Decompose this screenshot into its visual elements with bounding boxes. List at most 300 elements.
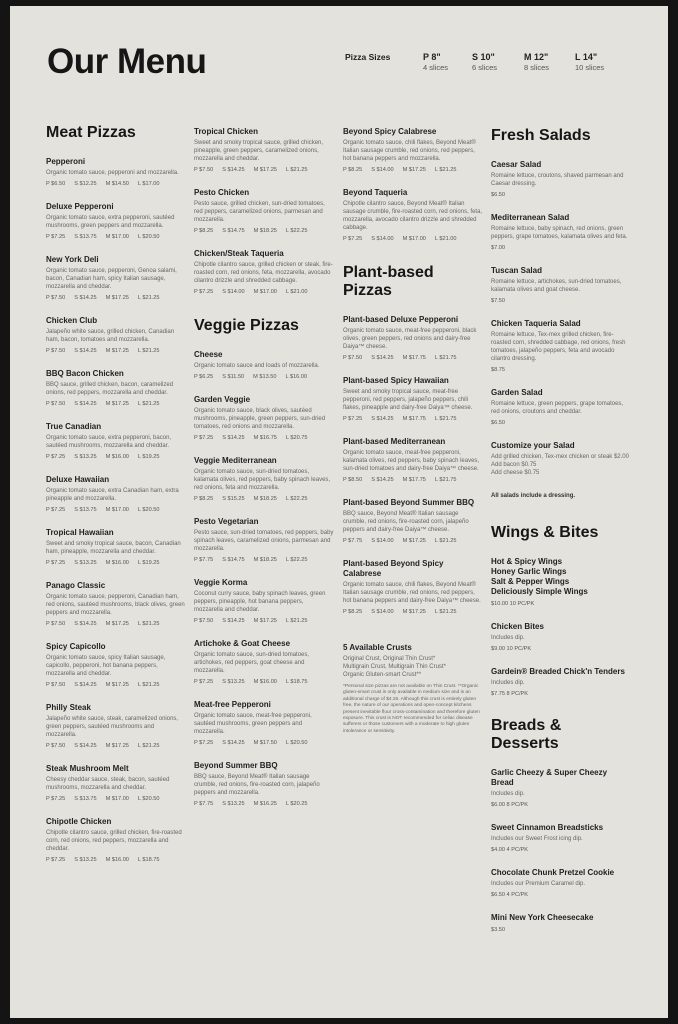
size-price: S $15.25 <box>222 496 245 502</box>
item-prices: $6.00 8 PC/PK <box>491 802 529 808</box>
menu-item <box>46 528 186 566</box>
size-price: L $16.00 <box>285 374 308 380</box>
size-price: L $20.50 <box>137 796 160 802</box>
size-name: L 14" <box>575 52 598 62</box>
item-prices <box>194 496 334 502</box>
menu-poster <box>10 6 668 1018</box>
section-heading-fresh-salads: Fresh Salads <box>491 127 591 144</box>
size-price: M $17.25 <box>105 682 129 688</box>
item-description: Includes our Sweet Frost icing dip. <box>491 836 583 842</box>
size-price: M $16.00 <box>253 679 277 685</box>
size-price: S $14.00 <box>371 609 394 615</box>
item-description: Romaine lettuce, Tex-mex grilled chicken, fire-roasted corn, shredded cabbage, red onions, fresh tomatoes, jalapeño peppers, feta and avocado cilantro dressing. <box>491 332 626 362</box>
size-price: S $13.25 <box>222 679 245 685</box>
size-price: S $13.75 <box>74 234 97 240</box>
size-price: P $7.50 <box>46 295 66 301</box>
item-description: Romaine lettuce, baby spinach, red onions, green peppers, grape tomatoes, kalamata olives and feta. <box>491 226 628 240</box>
item-name: True Canadian <box>46 422 102 431</box>
item-prices: $7.75 8 PC/PK <box>491 691 529 697</box>
menu-item <box>46 316 186 354</box>
column-4 <box>491 127 631 948</box>
size-price: L $21.00 <box>434 236 457 242</box>
size-large <box>575 52 625 73</box>
size-price: M $17.25 <box>105 348 129 354</box>
size-price: M $17.25 <box>402 167 426 173</box>
size-price: M $18.25 <box>253 228 277 234</box>
section-heading-breads-desserts: Breads & Desserts <box>491 717 562 752</box>
item-description: Organic tomato sauce, pepperoni, Genoa salami, bacon, Canadian ham, spicy Italian sausage, mozzarella and cheddar. <box>46 268 177 290</box>
crusts-heading: 5 Available Crusts <box>343 643 412 652</box>
size-price: S $14.00 <box>371 538 394 544</box>
item-description: Organic tomato sauce, sun-dried tomatoes, kalamata olives, red peppers, baby spinach leaves, red onions, feta and mozzarella. <box>194 469 331 491</box>
size-price: L $21.25 <box>137 743 160 749</box>
menu-item <box>343 559 483 615</box>
customize-salad <box>491 441 631 477</box>
size-price: S $14.00 <box>371 167 394 173</box>
item-name: Plant-based Mediterranean <box>343 437 446 446</box>
size-price: L $22.25 <box>285 557 308 563</box>
size-price: P $7.25 <box>343 416 363 422</box>
item-description: Cheesy cheddar sauce, steak, bacon, sautéed mushrooms, mozzarella and cheddar. <box>46 777 170 791</box>
item-name: Beyond Spicy Calabrese <box>343 127 437 136</box>
item-prices <box>46 796 186 802</box>
item-description: Add grilled chicken, Tex-mex chicken or steak $2.00 <box>491 454 629 460</box>
size-price: L $22.25 <box>285 496 308 502</box>
menu-item <box>194 761 334 807</box>
size-name: M 12" <box>524 52 549 62</box>
veggie-pizza-list-continued <box>343 127 483 242</box>
menu-item <box>194 639 334 685</box>
size-price: S $14.25 <box>222 167 245 173</box>
item-name: Sweet Cinnamon Breadsticks <box>491 823 604 832</box>
wing-name: Deliciously Simple Wings <box>491 587 588 596</box>
item-prices: $9.00 10 PC/PK <box>491 646 532 652</box>
item-name: Chicken Club <box>46 316 98 325</box>
menu-item <box>343 188 483 242</box>
item-description: Romaine lettuce, croutons, shaved parmesan and Caesar dressing. <box>491 173 624 187</box>
size-price: L $21.25 <box>137 348 160 354</box>
size-price: P $7.25 <box>194 679 214 685</box>
item-name: Tropical Hawaiian <box>46 528 114 537</box>
size-price: M $17.25 <box>105 743 129 749</box>
size-price: P $8.25 <box>194 496 214 502</box>
item-prices <box>46 560 186 566</box>
item-prices <box>46 682 186 688</box>
size-price: S $14.00 <box>371 236 394 242</box>
meat-pizza-list-continued <box>194 127 334 295</box>
item-description: Romaine lettuce, artichokes, sun-dried tomatoes, kalamata olives and goat cheese. <box>491 279 622 293</box>
size-price: S $14.75 <box>222 228 245 234</box>
size-price: P $7.25 <box>194 435 214 441</box>
item-prices <box>46 743 186 749</box>
item-description: Organic tomato sauce, extra Canadian ham, extra pineapple and mozzarella. <box>46 488 179 502</box>
menu-item <box>46 581 186 627</box>
item-prices: $6.50 <box>491 192 505 198</box>
size-price: M $17.25 <box>105 295 129 301</box>
menu-item <box>491 868 631 898</box>
size-price: P $7.75 <box>194 801 214 807</box>
item-description: Organic tomato sauce and loads of mozzarella. <box>194 363 320 369</box>
size-price: P $8.25 <box>343 167 363 173</box>
salad-extra: Add cheese $0.75 <box>491 470 540 476</box>
item-name: Philly Steak <box>46 703 91 712</box>
menu-item <box>194 517 334 563</box>
menu-item <box>491 388 631 426</box>
item-prices: $6.50 <box>491 420 505 426</box>
menu-item <box>46 817 186 863</box>
item-name: Pesto Chicken <box>194 188 250 197</box>
size-price: M $16.25 <box>253 801 277 807</box>
item-name: Chicken Taqueria Salad <box>491 319 581 328</box>
item-prices <box>194 289 334 295</box>
page-title: Our Menu <box>47 42 207 81</box>
section-heading-plant-based: Plant-based Pizzas <box>343 264 434 299</box>
size-price: M $17.75 <box>402 416 426 422</box>
item-name: Garden Veggie <box>194 395 251 404</box>
item-description: Sweet and smoky tropical sauce, grilled chicken, pineapple, green peppers, caramelized onions, mozzarella and cheddar. <box>194 140 324 162</box>
size-price: L $21.75 <box>434 416 457 422</box>
item-prices <box>194 228 334 234</box>
size-price: P $8.50 <box>343 477 363 483</box>
size-price: L $21.25 <box>285 618 308 624</box>
item-prices: $3.50 <box>491 927 505 933</box>
size-price: S $12.25 <box>74 181 97 187</box>
size-price: S $14.25 <box>222 618 245 624</box>
item-description: Romaine lettuce, green peppers, grape tomatoes, red onions, croutons and cheddar. <box>491 401 624 415</box>
wings-group <box>491 557 631 607</box>
menu-item <box>46 703 186 749</box>
item-name: Panago Classic <box>46 581 106 590</box>
item-name: Tropical Chicken <box>194 127 259 136</box>
wing-name: Hot & Spicy Wings <box>491 557 563 566</box>
size-price: S $14.25 <box>222 740 245 746</box>
size-price: P $7.75 <box>343 538 363 544</box>
item-prices <box>46 454 186 460</box>
menu-item <box>46 157 186 187</box>
size-price: P $7.50 <box>46 401 66 407</box>
pizza-sizes <box>345 52 645 82</box>
size-price: L $20.75 <box>285 435 308 441</box>
menu-item <box>491 667 631 697</box>
size-price: P $7.25 <box>46 857 66 863</box>
item-name: Beyond Summer BBQ <box>194 761 278 770</box>
size-price: P $7.25 <box>343 236 363 242</box>
item-name: Chipotle Chicken <box>46 817 112 826</box>
item-description: BBQ sauce, Beyond Meat® Italian sausage crumble, red onions, fire-roasted corn, jalapeño peppers and mozzarella. <box>194 774 320 796</box>
item-name: Pepperoni <box>46 157 86 166</box>
item-name: New York Deli <box>46 255 99 264</box>
crusts-footnote: *Personal size pizzas are not available on Thin Crust. **Organic gluten-smart crust is only available in medium size and is an additional charge of $4.25. Although this crust is entirely gluten free, the nature of our operations and open-concept kitchens present inevitable flour cross-contamination and therefore gluten exposure. This crust is NOT recommended for celiac disease sufferers or those customers with a moderate to high gluten intolerance or sensitivity. <box>343 684 480 734</box>
size-price: S $13.25 <box>74 454 97 460</box>
item-name: Steak Mushroom Melt <box>46 764 129 773</box>
item-description: Pesto sauce, grilled chicken, sun-dried tomatoes, red peppers, caramelized onions, parmesan and mozzarella. <box>194 201 325 223</box>
column-3 <box>343 127 483 735</box>
menu-item <box>194 249 334 295</box>
item-prices <box>194 801 334 807</box>
column-2 <box>194 127 334 822</box>
menu-item <box>194 350 334 380</box>
menu-item <box>491 768 631 808</box>
size-price: M $14.50 <box>105 181 129 187</box>
size-price: L $21.25 <box>285 167 308 173</box>
size-price: P $7.25 <box>194 740 214 746</box>
item-name: Chicken/Steak Taqueria <box>194 249 284 258</box>
size-price: L $21.75 <box>434 355 457 361</box>
size-price: M $17.00 <box>105 234 129 240</box>
item-name: Beyond Taqueria <box>343 188 408 197</box>
item-prices: $7.50 <box>491 298 505 304</box>
item-prices <box>46 234 186 240</box>
item-description: Organic tomato sauce, black olives, sautéed mushrooms, pineapple, green peppers, sun-dried tomatoes, red onions and mozzarella. <box>194 408 326 430</box>
size-price: P $7.50 <box>46 621 66 627</box>
item-prices <box>343 477 483 483</box>
item-name: Artichoke & Goat Cheese <box>194 639 291 648</box>
item-description: Organic tomato sauce, extra pepperoni, sautéed mushrooms, green peppers and mozzarella. <box>46 215 175 229</box>
size-price: P $7.25 <box>46 234 66 240</box>
item-prices <box>46 507 186 513</box>
item-description: BBQ sauce, grilled chicken, bacon, caramelized onions, red peppers, mozzarella and cheddar. <box>46 382 174 396</box>
menu-item <box>194 127 334 173</box>
item-description: Organic tomato sauce, spicy Italian sausage, capicollo, pepperoni, hot banana peppers, mozzarella and cheddar. <box>46 655 166 677</box>
item-prices <box>194 435 334 441</box>
size-price: L $21.25 <box>137 682 160 688</box>
pizza-sizes-label: Pizza Sizes <box>345 52 391 62</box>
size-price: S $11.50 <box>222 374 245 380</box>
item-prices <box>194 618 334 624</box>
size-price: S $14.25 <box>74 682 97 688</box>
item-prices: $7.00 <box>491 245 505 251</box>
item-description: Organic tomato sauce, meat-free pepperoni, kalamata olives, red peppers, baby spinach leaves, sun-dried tomatoes and dairy-free Daiya™ cheese. <box>343 450 480 472</box>
size-price: P $7.25 <box>46 507 66 513</box>
item-description: Organic tomato sauce, sun-dried tomatoes, artichokes, red peppers, goat cheese and mozzarella. <box>194 652 310 674</box>
item-description: Organic tomato sauce, pepperoni, Canadian ham, red onions, sautéed mushrooms, black olives, green peppers and mozzarella. <box>46 594 185 616</box>
size-price: L $21.25 <box>434 538 457 544</box>
item-description: Sweet and smoky tropical sauce, meat-free pepperoni, red peppers, jalapeño peppers, chili flakes, pineapple and dairy-free Daiya™ cheese. <box>343 389 473 411</box>
item-name: Pesto Vegetarian <box>194 517 259 526</box>
plant-based-pizza-list <box>343 315 483 615</box>
item-name: Mini New York Cheesecake <box>491 913 594 922</box>
size-price: L $21.25 <box>137 621 160 627</box>
section-heading-meat-pizzas: Meat Pizzas <box>46 124 136 141</box>
section-heading-wings-bites: Wings & Bites <box>491 524 599 541</box>
menu-item <box>46 422 186 460</box>
size-price: P $6.25 <box>194 374 214 380</box>
item-prices <box>194 374 334 380</box>
menu-item <box>491 266 631 304</box>
item-prices <box>343 416 483 422</box>
size-price: S $14.25 <box>371 416 394 422</box>
menu-item <box>46 764 186 802</box>
item-prices <box>46 348 186 354</box>
crust-option: Multigrain Crust, Multigrain Thin Crust* <box>343 664 446 670</box>
size-price: M $18.25 <box>253 496 277 502</box>
item-prices <box>46 401 186 407</box>
size-price: P $8.25 <box>194 228 214 234</box>
size-price: S $13.75 <box>74 796 97 802</box>
size-slices: 8 slices <box>524 63 550 72</box>
column-meat-pizzas <box>46 124 186 878</box>
item-prices <box>194 740 334 746</box>
size-price: L $20.50 <box>285 740 308 746</box>
size-price: M $17.25 <box>402 609 426 615</box>
salads-note: All salads include a dressing. <box>491 493 576 499</box>
size-price: S $14.00 <box>222 289 245 295</box>
size-price: S $14.25 <box>74 743 97 749</box>
item-prices <box>46 295 186 301</box>
menu-item <box>194 700 334 746</box>
item-prices <box>46 181 186 187</box>
breads-desserts-list <box>491 768 631 933</box>
menu-item <box>491 319 631 373</box>
size-price: P $7.50 <box>46 682 66 688</box>
size-personal <box>423 52 473 73</box>
item-name: Customize your Salad <box>491 441 575 450</box>
item-name: Deluxe Hawaiian <box>46 475 110 484</box>
size-price: S $14.25 <box>74 348 97 354</box>
size-price: P $7.50 <box>194 618 214 624</box>
size-price: L $21.25 <box>137 401 160 407</box>
item-prices: $8.75 <box>491 367 505 373</box>
size-slices: 10 slices <box>575 63 605 72</box>
size-price: M $17.25 <box>105 401 129 407</box>
menu-item <box>491 913 631 933</box>
size-price: L $21.25 <box>137 295 160 301</box>
size-price: S $13.75 <box>74 507 97 513</box>
item-name: Garlic Cheezy & Super Cheezy Bread <box>491 768 608 787</box>
size-price: S $14.25 <box>74 401 97 407</box>
item-description: Organic tomato sauce, extra pepperoni, bacon, sautéed mushrooms, mozzarella and cheddar. <box>46 435 172 449</box>
item-name: Plant-based Spicy Hawaiian <box>343 376 449 385</box>
item-name: Plant-based Beyond Spicy Calabrese <box>343 559 444 578</box>
size-price: L $20.50 <box>137 234 160 240</box>
size-price: P $7.25 <box>46 560 66 566</box>
size-price: M $16.75 <box>253 435 277 441</box>
item-name: BBQ Bacon Chicken <box>46 369 124 378</box>
item-prices <box>343 609 483 615</box>
menu-item <box>491 213 631 251</box>
menu-item <box>491 622 631 652</box>
menu-item <box>194 188 334 234</box>
size-price: M $17.50 <box>253 740 277 746</box>
item-prices <box>343 355 483 361</box>
size-price: M $17.00 <box>105 507 129 513</box>
item-name: Chicken Bites <box>491 622 544 631</box>
item-name: Garden Salad <box>491 388 543 397</box>
size-price: S $13.25 <box>222 801 245 807</box>
item-description: Organic tomato sauce, pepperoni and mozzarella. <box>46 170 179 176</box>
size-price: S $13.25 <box>74 560 97 566</box>
size-price: M $17.00 <box>402 236 426 242</box>
bites-list <box>491 622 631 697</box>
item-description: Pesto sauce, sun-dried tomatoes, red peppers, baby spinach leaves, caramelized onions, parmesan and mozzarella. <box>194 530 334 552</box>
size-price: M $16.00 <box>105 454 129 460</box>
item-description: Organic tomato sauce, meat-free pepperoni, black olives, green peppers, red onions and dairy-free Daiya™ cheese. <box>343 328 477 350</box>
size-price: S $14.25 <box>74 295 97 301</box>
size-price: S $14.25 <box>74 621 97 627</box>
salad-extra: Add bacon $0.75 <box>491 462 537 468</box>
size-price: P $8.25 <box>343 609 363 615</box>
meat-pizza-list <box>46 157 186 863</box>
item-description: Includes dip. <box>491 791 525 797</box>
size-price: M $16.00 <box>105 857 129 863</box>
size-price: M $17.00 <box>253 289 277 295</box>
size-price: L $20.25 <box>285 801 308 807</box>
size-medium <box>524 52 574 73</box>
item-description: Organic tomato sauce, meat-free pepperoni, sautéed mushrooms, green peppers and mozzarella. <box>194 713 312 735</box>
item-name: Chocolate Chunk Pretzel Cookie <box>491 868 615 877</box>
size-price: S $14.25 <box>371 477 394 483</box>
item-description: Includes dip. <box>491 635 525 641</box>
crust-option: Original Crust, Original Thin Crust* <box>343 656 436 662</box>
size-price: M $17.25 <box>105 621 129 627</box>
size-price: S $13.25 <box>74 857 97 863</box>
section-heading-veggie-pizzas: Veggie Pizzas <box>194 317 299 334</box>
size-price: M $17.75 <box>402 477 426 483</box>
size-price: M $18.25 <box>253 557 277 563</box>
menu-item <box>46 369 186 407</box>
size-price: P $7.25 <box>194 289 214 295</box>
size-price: P $7.25 <box>46 796 66 802</box>
item-name: Veggie Korma <box>194 578 248 587</box>
size-price: L $22.25 <box>285 228 308 234</box>
menu-item <box>46 255 186 301</box>
size-price: P $6.50 <box>46 181 66 187</box>
menu-item <box>491 160 631 198</box>
size-price: L $18.75 <box>285 679 308 685</box>
item-prices <box>194 167 334 173</box>
menu-item <box>343 376 483 422</box>
size-price: P $7.50 <box>46 743 66 749</box>
item-description: Includes our Premium Caramel dip. <box>491 881 586 887</box>
size-price: S $14.25 <box>371 355 394 361</box>
menu-item <box>343 498 483 544</box>
item-name: Mediterranean Salad <box>491 213 570 222</box>
item-prices <box>343 538 483 544</box>
item-description: Sweet and smoky tropical sauce, bacon, Canadian ham, pineapple, mozzarella and cheddar. <box>46 541 181 555</box>
menu-item <box>343 315 483 361</box>
size-price: L $21.25 <box>434 167 457 173</box>
item-name: Tuscan Salad <box>491 266 542 275</box>
size-price: S $14.25 <box>222 435 245 441</box>
size-price: P $7.50 <box>343 355 363 361</box>
size-price: L $20.50 <box>137 507 160 513</box>
crust-option: Organic Gluten-smart Crust** <box>343 672 422 678</box>
size-small <box>472 52 522 73</box>
size-name: S 10" <box>472 52 495 62</box>
item-name: Meat-free Pepperoni <box>194 700 271 709</box>
item-description: Chipotle cilantro sauce, grilled chicken, fire-roasted corn, red onions, red peppers, mozzarella and cheddar. <box>46 830 182 852</box>
item-description: Organic tomato sauce, chili flakes, Beyond Meat® Italian sausage crumble, red onions, red peppers, hot banana peppers and mozzarella. <box>343 140 476 162</box>
item-prices: $4.00 4 PC/PK <box>491 847 529 853</box>
item-description: Jalapeño white sauce, steak, caramelized onions, green peppers, sautéed mushrooms and mozzarella. <box>46 716 179 738</box>
size-price: L $19.25 <box>137 560 160 566</box>
item-prices <box>194 679 334 685</box>
crusts-block <box>343 643 483 735</box>
item-prices <box>46 621 186 627</box>
item-prices <box>343 167 483 173</box>
item-description: Organic tomato sauce, chili flakes, Beyond Meat® Italian sausage crumble, red onions, red peppers, hot banana peppers and dairy-free Daiya™ cheese. <box>343 582 481 604</box>
item-name: Cheese <box>194 350 223 359</box>
item-name: Gardein® Breaded Chick'n Tenders <box>491 667 625 676</box>
size-price: S $14.75 <box>222 557 245 563</box>
item-name: Veggie Mediterranean <box>194 456 277 465</box>
wing-name: Honey Garlic Wings <box>491 567 567 576</box>
menu-item <box>194 456 334 502</box>
menu-item <box>46 475 186 513</box>
size-price: M $17.25 <box>253 618 277 624</box>
item-name: Plant-based Beyond Summer BBQ <box>343 498 475 507</box>
item-description: Chipotle cilantro sauce, grilled chicken or steak, fire-roasted corn, red onions, feta, mozzarella, avocado cilantro drizzle and shredded cabbage. <box>194 262 333 284</box>
